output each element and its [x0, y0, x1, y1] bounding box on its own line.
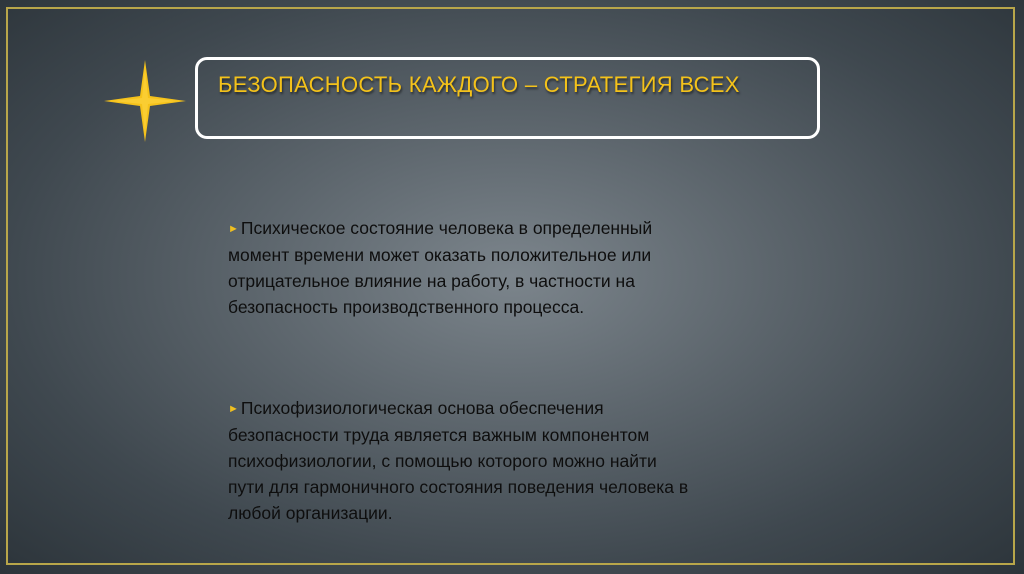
bullet-paragraph-1	[228, 215, 818, 320]
triangle-bullet-icon: ►	[228, 223, 239, 235]
paragraph-text-2: Психофизиологическая основа обеспечения безопасности труда является важным компонентом психофизиологии, с помощью которого можно найти пути для гармоничного состояния поведения человека в любой организации.	[228, 398, 689, 523]
four-point-star-icon	[104, 60, 186, 142]
slide-title: БЕЗОПАСНОСТЬ КАЖДОГО – СТРАТЕГИЯ ВСЕХ	[218, 72, 740, 97]
bullet-paragraph-2	[228, 395, 818, 526]
paragraph-text-1: Психическое состояние человека в определенный момент времени может оказать положительное или отрицательное влияние на работу, в частности на безопасность производственного процесса.	[228, 218, 653, 317]
triangle-bullet-icon: ►	[228, 403, 239, 415]
title-frame	[195, 57, 820, 139]
